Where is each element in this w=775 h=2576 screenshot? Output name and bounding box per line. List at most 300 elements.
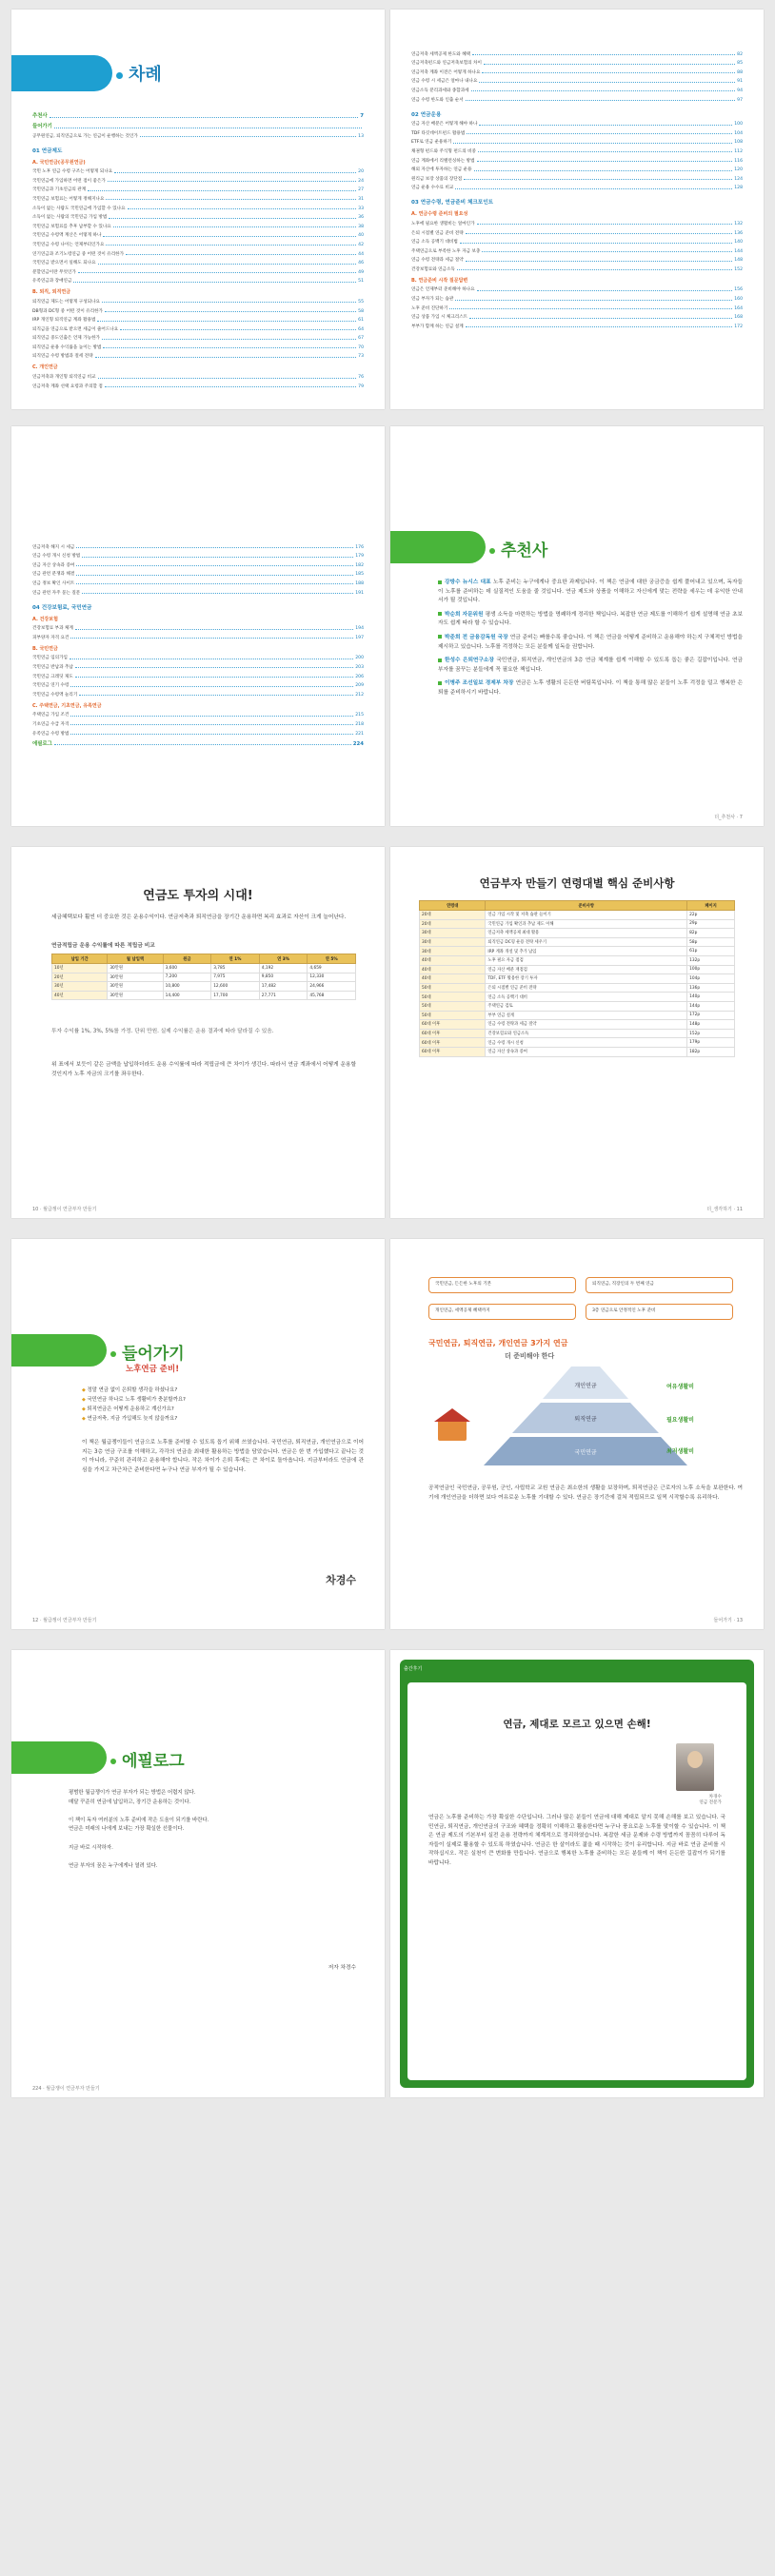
toc-entry-title: 국민연금 수령액 계산은 어떻게 하나 <box>32 233 102 239</box>
toc-page-right <box>390 10 764 409</box>
toc-list-continued <box>32 541 364 747</box>
recommend-body <box>438 579 743 703</box>
toc-dot-leader <box>98 378 357 379</box>
house-icon <box>438 1420 467 1441</box>
table-cell: 9,850 <box>259 973 308 982</box>
toc-dot-leader <box>455 300 732 301</box>
tables-left-intro: 세금혜택보다 훨씬 더 중요한 것은 운용수익이다. 연금저축과 퇴직연금을 장기간 운용하면 복리 효과로 자산이 크게 늘어난다. <box>51 914 347 920</box>
table-header-cell: 원금 <box>163 954 211 964</box>
table-cell: 연금 가입 시작 및 저축 습관 들이기 <box>486 911 687 920</box>
table-cell: 132p <box>687 955 735 965</box>
spread-recommend <box>11 426 764 826</box>
toc-entry-title: A. 건강보험 <box>32 616 58 622</box>
epilogue-line: 매달 꾸준히 연금에 납입하고, 장기간 운용하는 것이다. <box>69 1799 191 1805</box>
toc-entry-title: 국민연금 수령 나이는 언제부터인가요 <box>32 242 105 247</box>
intro-page-right <box>390 1239 764 1629</box>
toc-row <box>32 737 364 747</box>
toc-page-number: 172 <box>734 324 743 329</box>
recommend-tab-decoration <box>390 531 486 563</box>
table-cell: 14,400 <box>163 991 211 1000</box>
table-cell: 100p <box>687 965 735 974</box>
toc-dot-leader <box>471 90 736 91</box>
table-cell: 30만원 <box>108 964 163 973</box>
intro-right-body: 공적연금인 국민연금, 공무원, 군인, 사립학교 교원 연금은 최소한의 생활을 보장하며, 퇴직연금은 근로자의 노후 소득을 보완한다. 여기에 개인연금을 더하면 보다 여유로운 노후를 기대할 수 있다. 연금은 장기간에 걸쳐 적립되므로 일찍 시작할수록 유리하다. <box>428 1485 743 1501</box>
toc-row <box>32 108 364 119</box>
article-title: 연금, 제대로 모르고 있으면 손해! <box>503 1719 651 1730</box>
toc-dot-leader <box>457 269 732 270</box>
table-cell: 30대 <box>420 937 486 947</box>
toc-row <box>411 127 743 136</box>
toc-entry-title: 연금 수령 시 세금은 얼마나 내나요 <box>411 79 478 85</box>
recommend-paragraph: 박준희 전 금융감독원 국장 연금 준비는 빠를수록 좋습니다. 이 책은 연금을 어떻게 준비하고 운용해야 하는지 구체적인 방법을 제시하고 있습니다. 노후를 걱정하는 모든 분들께 일독을 권합니다. <box>438 634 743 650</box>
toc-dot-leader <box>479 125 732 126</box>
article-body: 연금은 노후를 준비하는 가장 확실한 수단입니다. 그러나 많은 분들이 연금에 대해 제대로 알지 못해 손해를 보고 있습니다. 국민연금, 퇴직연금, 개인연금의 구조와 혜택을 정확히 이해하고 활용한다면 누구나 풍요로운 노후를 맞이할 수 있습니다. 이 책은 연금 제도의 기본부터 실전 운용 전략까지 체계적으로 정리하였습니다. 복잡한 세금 문제와 수령 방법까지 꼼꼼히 다루어 독자들이 실제로 활용할 수 있도록 하였습니다. 연금은 한 살이라도 젊을 때 시작하는 것이 유리합니다. 지금 바로 연금 준비를 시작하십시오. 작은 실천이 큰 변화를 만듭니다. 연금으로 행복한 노후를 준비하는 모든 분들께 이 책이 든든한 길잡이가 되기를 바랍니다. <box>428 1815 725 1866</box>
toc-entry-title: 퇴직금을 연금으로 받으면 세금이 줄어드나요 <box>32 326 119 332</box>
table-cell: 50대 <box>420 1001 486 1011</box>
table-row <box>420 955 735 965</box>
toc-row <box>411 190 743 206</box>
toc-row <box>411 272 743 284</box>
toc-dot-leader <box>106 245 356 246</box>
table-cell: 12,600 <box>211 982 260 992</box>
toc-page-number: 215 <box>355 713 364 718</box>
table-cell: 24,966 <box>308 982 356 992</box>
toc-row <box>32 174 364 184</box>
recommender-name: 박준희 전 금융감독원 국장 <box>438 635 510 640</box>
epilogue-page-right <box>390 1650 764 2097</box>
bullet-dot-icon <box>116 72 123 79</box>
toc-dot-leader <box>78 272 356 273</box>
page-footer: 더_추천사 · 7 <box>714 815 743 820</box>
table-cell: 152p <box>687 1029 735 1038</box>
pyramid-caption-middle: 필요생활비 <box>666 1417 694 1424</box>
toc-page-number: 209 <box>355 683 364 689</box>
table-cell: 82p <box>687 929 735 938</box>
toc-row <box>32 596 364 611</box>
table-header-cell: 준비사항 <box>486 901 687 911</box>
table-cell: 60대 이후 <box>420 1047 486 1056</box>
toc-dot-leader <box>469 318 732 319</box>
table-header-cell: 페이지 <box>687 901 735 911</box>
toc-entry-title: 국민연금 임의가입 <box>32 656 68 661</box>
table-header-cell: 연 1% <box>211 954 260 964</box>
spread-tables <box>11 847 764 1218</box>
table-header-cell: 연 5% <box>308 954 356 964</box>
toc-dot-leader <box>103 236 356 237</box>
toc-entry-title: 연금 자산 배분은 어떻게 해야 하나 <box>411 122 478 128</box>
table-row <box>52 973 356 982</box>
toc-row <box>32 166 364 175</box>
toc-entry-title: 연금 수령 전략과 세금 절약 <box>411 258 464 264</box>
page-footer: 10 · 월급쟁이 연금부자 만들기 <box>32 1207 97 1212</box>
toc-dot-leader <box>477 290 733 291</box>
toc-row <box>32 295 364 305</box>
toc-entry-title: 원리금 보장 상품의 장단점 <box>411 176 463 182</box>
toc-dot-leader <box>76 565 353 566</box>
toc-dot-leader <box>75 677 353 678</box>
toc-row <box>32 220 364 229</box>
bullet-dot-icon <box>110 1759 116 1764</box>
toc-row <box>411 302 743 311</box>
toc-entry-title: 들어가기 <box>32 124 52 129</box>
toc-page-number: 182 <box>355 562 364 568</box>
toc-row <box>411 172 743 182</box>
toc-entry-title: 국민연금과 기초연금의 관계 <box>32 187 87 193</box>
toc-dot-leader <box>97 321 356 322</box>
toc-entry-title: C. 개인연금 <box>32 364 58 371</box>
toc-page-number: 185 <box>355 572 364 578</box>
toc-dot-leader <box>453 143 732 144</box>
toc-entry-title: 연금 계좌에서 리밸런싱하는 방법 <box>411 158 475 164</box>
toc-dot-leader <box>105 311 356 312</box>
toc-entry-title: 공무원연금, 퇴직연금으로 가는 연금이 운행하는 것인가 <box>32 133 138 139</box>
table-cell: 20년 <box>52 973 108 982</box>
table-cell: 144p <box>687 1001 735 1011</box>
toc-entry-title: 연금 부자가 되는 습관 <box>411 297 454 303</box>
toc-page-number: 212 <box>355 692 364 698</box>
toc-row <box>411 136 743 146</box>
intro-checklist <box>82 1386 186 1424</box>
table-cell: 60대 이후 <box>420 1029 486 1038</box>
table-cell: 연금 자산 배분 재점검 <box>486 965 687 974</box>
toc-page-number: 67 <box>358 336 364 342</box>
table-cell: 140p <box>687 993 735 1002</box>
toc-page-number: 40 <box>358 233 364 239</box>
toc-dot-leader <box>449 308 732 309</box>
toc-entry-title: 퇴직연금 제도는 어떻게 구성되나요 <box>32 299 100 305</box>
toc-entry-title: A. 국민연금(공무원연금) <box>32 159 86 166</box>
table-cell: 45,768 <box>308 991 356 1000</box>
toc-list-right <box>411 48 743 329</box>
house-roof-icon <box>434 1408 470 1422</box>
toc-page-number: 55 <box>358 299 364 305</box>
toc-row <box>32 229 364 239</box>
toc-page-number: 221 <box>355 731 364 737</box>
toc-row <box>32 119 364 129</box>
table-cell: 20대 <box>420 919 486 929</box>
table-cell: 30만원 <box>108 982 163 992</box>
table-cell: 40대 <box>420 965 486 974</box>
toc-page-number: 73 <box>358 354 364 360</box>
epilogue-line <box>69 1835 209 1844</box>
square-bullet-icon <box>438 612 442 616</box>
toc-row <box>411 182 743 191</box>
table-cell: 30만원 <box>108 991 163 1000</box>
toc-page-number: 7 <box>360 113 364 119</box>
toc-entry-title: 국민연금에 가입하면 어떤 점이 좋은가 <box>32 178 106 184</box>
recommender-name: 강방수 뉴시스 대표 <box>438 580 493 585</box>
toc-dot-leader <box>102 339 356 340</box>
toc-dot-leader <box>82 593 353 594</box>
tables-left-body: 위 표에서 보듯이 같은 금액을 납입하더라도 운용 수익률에 따라 적립금에 큰 차이가 생긴다. 따라서 연금 계좌에서 어떻게 운용할 것인지가 노후 자금의 크기를 좌우한다. <box>51 1062 356 1077</box>
toc-row <box>32 380 364 389</box>
toc-entry-title: ETF로 연금 운용하기 <box>411 140 452 146</box>
toc-page-number: 156 <box>734 287 743 293</box>
table-cell: 7,200 <box>163 973 211 982</box>
toc-row <box>411 93 743 103</box>
toc-row <box>411 292 743 302</box>
toc-dot-leader <box>482 251 732 252</box>
toc-row <box>411 103 743 118</box>
author-name: 차경수 <box>708 1795 722 1799</box>
toc-entry-title: 연금 수령 개시 신청 방법 <box>32 554 81 560</box>
recommend-paragraph: 이병주 조선일보 경제부 차장 연금은 노후 생활의 든든한 버팀목입니다. 이 책을 통해 많은 분들이 노후 걱정을 덜고 행복한 은퇴를 준비하시기 바랍니다. <box>438 680 743 696</box>
toc-dot-leader <box>98 264 357 265</box>
toc-entry-title: 연금저축 세액공제 한도와 혜택 <box>411 51 471 57</box>
toc-page-number: 104 <box>734 130 743 136</box>
info-subheading: 더 준비해야 한다 <box>505 1352 555 1360</box>
toc-entry-title: 연금저축펀드와 연금저축보험의 차이 <box>411 61 482 67</box>
toc-page-number: 140 <box>734 240 743 246</box>
toc-entry-title: 피부양자 자격 요건 <box>32 635 70 640</box>
epilogue-line: 이 책이 독자 여러분의 노후 준비에 작은 도움이 되기를 바란다. <box>69 1817 209 1823</box>
toc-entry-title: 연금소득 분리과세와 종합과세 <box>411 88 469 93</box>
table-cell: 29p <box>687 919 735 929</box>
toc-title <box>116 61 162 86</box>
table-header-cell: 납입 기간 <box>52 954 108 964</box>
table-cell: 50대 <box>420 983 486 993</box>
toc-dot-leader <box>54 744 351 745</box>
table-cell: 은퇴 시점별 연금 준비 전략 <box>486 983 687 993</box>
toc-row <box>32 305 364 314</box>
toc-row <box>411 66 743 75</box>
toc-row <box>32 586 364 596</box>
table-cell: 40대 <box>420 974 486 984</box>
toc-dot-leader <box>88 190 356 191</box>
toc-entry-title: 분할연금이란 무엇인가 <box>32 269 76 275</box>
toc-dot-leader <box>79 695 353 696</box>
intro-body: 이 책은 월급쟁이들이 연금으로 노후를 준비할 수 있도록 돕기 위해 쓰였습니다. 국민연금, 퇴직연금, 개인연금으로 이어지는 3층 연금 구조를 이해하고, 각각의 연금을 최대한 활용하는 방법을 담았습니다. 연금은 한 번 가입했다고 끝나는 것이 아니라, 꾸준히 관리하고 운용해야 합니다. 작은 차이가 은퇴 후에는 큰 차이로 돌아옵니다. 지금부터라도 연금에 관심을 가지고 차근차근 준비한다면 누구나 연금 부자가 될 수 있습니다. <box>82 1440 364 1473</box>
info-card: 3층 연금으로 안정적인 노후 준비 <box>586 1304 733 1320</box>
toc-entry-title: 02 연금운용 <box>411 111 442 118</box>
toc-page-number: 160 <box>734 297 743 303</box>
table-cell: 퇴직연금 DC형 운용 전략 세우기 <box>486 937 687 947</box>
toc-entry-title: 01 연금제도 <box>32 147 63 154</box>
toc-row <box>32 275 364 285</box>
toc-page-number: 120 <box>734 167 743 173</box>
toc-entry-title: 채권형 펀드와 주식형 펀드의 비중 <box>411 148 476 154</box>
table-cell: 50대 <box>420 1011 486 1020</box>
info-heading: 국민연금, 퇴직연금, 개인연금 3가지 연금 <box>428 1339 568 1347</box>
toc-row <box>411 226 743 236</box>
toc-page-number: 97 <box>737 97 743 103</box>
table-cell: 4,659 <box>308 964 356 973</box>
table-row <box>52 991 356 1000</box>
toc-entry-title: 소득이 없는 사람도 국민연금에 가입할 수 있나요 <box>32 206 126 211</box>
toc-dot-leader <box>466 326 733 327</box>
table-row <box>420 919 735 929</box>
table-row <box>420 974 735 984</box>
table-cell: 179p <box>687 1038 735 1048</box>
toc-entry-title: TDF 타깃데이트펀드 활용법 <box>411 130 466 136</box>
toc-dot-leader <box>477 224 733 225</box>
toc-page-number: 24 <box>358 178 364 184</box>
toc-row <box>32 622 364 632</box>
toc-entry-title: 기초연금 수급 자격 <box>32 721 70 727</box>
toc-page-number: 46 <box>358 261 364 266</box>
tables-right-title: 연금부자 만들기 연령대별 핵심 준비사항 <box>479 876 675 890</box>
toc-page-number: 79 <box>358 383 364 389</box>
table-cell: 3,785 <box>211 964 260 973</box>
table-row <box>420 1011 735 1020</box>
toc-row <box>411 145 743 154</box>
toc-list-left <box>32 108 364 389</box>
toc-row <box>32 541 364 550</box>
toc-page-number: 164 <box>734 305 743 311</box>
toc-dot-leader <box>467 133 732 134</box>
toc-page-number: 203 <box>355 664 364 670</box>
toc-page-number: 38 <box>358 224 364 229</box>
toc-page-number: 42 <box>358 242 364 247</box>
toc-dot-leader <box>466 100 735 101</box>
toc-entry-title: 퇴직연금 중도인출은 언제 가능한가 <box>32 336 100 342</box>
toc-tab-decoration <box>11 55 112 91</box>
intro-signature: 차경수 <box>326 1574 356 1586</box>
toc-dot-leader <box>70 638 353 639</box>
toc-page-number: 76 <box>358 375 364 381</box>
table-cell: 12,330 <box>308 973 356 982</box>
recommend-page <box>390 426 764 826</box>
table-cell: 17,700 <box>211 991 260 1000</box>
toc-entry-title: 주택연금으로 부족한 노후 자금 보충 <box>411 248 481 254</box>
toc-page-number: 136 <box>734 230 743 236</box>
epilogue-closing: 저자 차경수 <box>328 1965 356 1971</box>
bullet-dot-icon <box>489 548 495 554</box>
tables-page-left <box>11 847 385 1218</box>
toc-row <box>32 611 364 622</box>
toc-row <box>32 139 364 154</box>
toc-dot-leader <box>76 575 353 576</box>
toc-dot-leader <box>126 254 356 255</box>
spread-intro <box>11 1239 764 1629</box>
toc-entry-title: A. 연금수령 준비의 필요성 <box>411 211 468 218</box>
toc-dot-leader <box>95 357 357 358</box>
square-bullet-icon <box>438 681 442 685</box>
recommend-paragraph: 한성수 은퇴연구소장 국민연금, 퇴직연금, 개인연금의 3층 연금 체계를 쉽게 이해할 수 있도록 돕는 좋은 길잡이입니다. 연금 부자를 꿈꾸는 분들에게 꼭 필요한 책입니다. <box>438 658 743 673</box>
toc-dot-leader <box>474 170 733 171</box>
checklist-item: ◆ 정말 연금 없이 은퇴할 생각을 하셨나요? <box>82 1386 186 1395</box>
toc-entry-title: 주택연금 가입 조건 <box>32 713 70 718</box>
toc-row <box>32 709 364 718</box>
toc-row <box>32 284 364 295</box>
checklist-item: ◆ 국민연금 하나로 노후 생활비가 충분할까요? <box>82 1395 186 1405</box>
author-role: 연금 전문가 <box>699 1800 722 1805</box>
toc-row <box>411 154 743 164</box>
table-row <box>420 1001 735 1011</box>
toc-row <box>411 236 743 246</box>
toc-page-number: 13 <box>358 133 364 139</box>
article-card <box>407 1682 746 2080</box>
table-cell: 국민연금 가입 확인과 추납 제도 이해 <box>486 919 687 929</box>
table-cell: 4,192 <box>259 964 308 973</box>
table-row <box>420 937 735 947</box>
table-cell: 3,600 <box>163 964 211 973</box>
table-cell: 61p <box>687 947 735 956</box>
table-cell: 부부 연금 설계 <box>486 1011 687 1020</box>
square-bullet-icon <box>438 580 442 584</box>
toc-entry-title: 퇴직연금 수령 방법과 절세 전략 <box>32 354 93 360</box>
table-cell: 10,800 <box>163 982 211 992</box>
toc-entry-title: C. 주택연금, 기초연금, 유족연금 <box>32 702 102 709</box>
toc-page-number: 70 <box>358 344 364 350</box>
toc-page-number: 108 <box>734 140 743 146</box>
toc-row <box>32 670 364 679</box>
toc-entry-title: IRP 개인형 퇴직연금 계좌 활용법 <box>32 318 96 324</box>
toc-entry-title: 은퇴 시점별 연금 준비 전략 <box>411 230 464 236</box>
table-cell: 연금 소득 공백기 대비 <box>486 993 687 1002</box>
page-footer: 더_생각하기 · 11 <box>706 1207 743 1212</box>
toc-page-number: 31 <box>358 196 364 202</box>
toc-page-number: 132 <box>734 221 743 226</box>
toc-dot-leader <box>70 716 353 717</box>
table-cell: 10년 <box>52 964 108 973</box>
toc-row <box>32 688 364 698</box>
table-cell: 50대 <box>420 993 486 1002</box>
toc-row <box>32 154 364 166</box>
toc-entry-title: 연금은 언제부터 준비해야 하나요 <box>411 287 475 293</box>
toc-page-number: 194 <box>355 626 364 632</box>
toc-row <box>32 238 364 247</box>
toc-entry-title: 연금저축 계좌 이전은 어떻게 하나요 <box>411 69 481 75</box>
toc-row <box>411 164 743 173</box>
table-cell: 노후 필요 자금 점검 <box>486 955 687 965</box>
toc-dot-leader <box>455 188 732 189</box>
table-cell: 20대 <box>420 911 486 920</box>
toc-entry-title: 연금 상품 가입 시 체크리스트 <box>411 315 468 321</box>
toc-dot-leader <box>477 161 733 162</box>
toc-row <box>411 118 743 128</box>
toc-dot-leader <box>76 583 353 584</box>
toc-dot-leader <box>128 208 357 209</box>
table-cell: 136p <box>687 983 735 993</box>
table-row <box>52 982 356 992</box>
toc-dot-leader <box>50 117 359 118</box>
toc-row <box>32 370 364 380</box>
bullet-dot-icon <box>110 1351 116 1357</box>
toc-row <box>32 660 364 670</box>
toc-row <box>411 57 743 67</box>
toc-row <box>32 350 364 360</box>
table-header-cell: 연령대 <box>420 901 486 911</box>
toc-entry-title: 연금저축과 개인형 퇴직연금 비교 <box>32 375 96 381</box>
toc-row <box>32 698 364 709</box>
intro-title <box>110 1340 185 1364</box>
toc-entry-title: 연금 자산 상속과 증여 <box>32 562 75 568</box>
checklist-item: ◆ 연금저축, 지금 가입해도 늦지 않을까요? <box>82 1414 186 1424</box>
toc-page-number: 191 <box>355 590 364 596</box>
table-cell: 182p <box>687 1047 735 1056</box>
toc-entry-title: 유족연금과 장애연금 <box>32 279 72 285</box>
toc-dot-leader <box>73 282 356 283</box>
table-cell: 172p <box>687 1011 735 1020</box>
toc-dot-leader <box>120 329 356 330</box>
table-cell: 연금 수령 개시 신청 <box>486 1038 687 1048</box>
toc-dot-leader <box>109 218 356 219</box>
toc-row <box>32 640 364 652</box>
toc-page-number: 49 <box>358 269 364 275</box>
toc-dot-leader <box>105 386 356 387</box>
toc-dot-leader <box>108 181 356 182</box>
tables-page-right <box>390 847 764 1218</box>
toc-page-number: 20 <box>358 169 364 175</box>
square-bullet-icon <box>438 659 442 662</box>
recommend-title <box>489 537 547 560</box>
toc-page-number: 94 <box>737 88 743 93</box>
toc-entry-title: 국민연금 보험료를 추후 납부할 수 있나요 <box>32 224 111 229</box>
table-header-row <box>420 901 735 911</box>
toc-dot-leader <box>76 547 353 548</box>
toc-row <box>32 129 364 139</box>
